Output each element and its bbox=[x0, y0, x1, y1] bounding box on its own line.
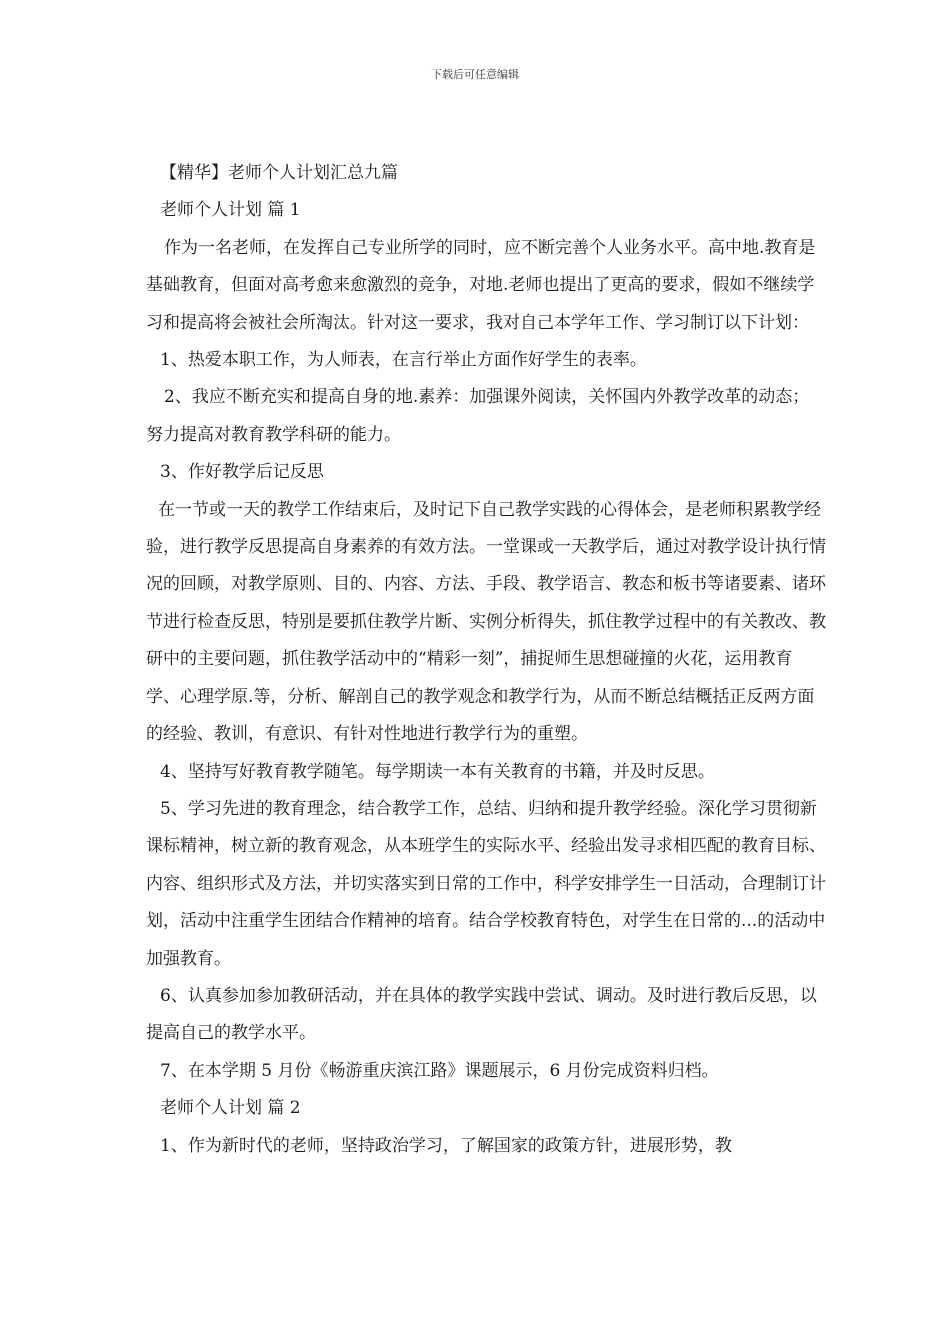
list-item-5: 5、学习先进的教育理念，结合教学工作，总结、归纳和提升教学经验。深化学习贯彻新课标精神，树立新的教育观念，从本班学生的实际水平、经验出发寻求相匹配的教育目标、内容、组织形式及方法，并切实落实到日常的工作中，科学安排学生一日活动，合理制订计划，活动中注重学生团结合作精神的培育。结合学校教育特色，对学生在日常的...的活动中加强教育。 bbox=[146, 798, 826, 969]
document-body bbox=[146, 155, 826, 1165]
header-note: 下载后可任意编辑 bbox=[431, 68, 519, 81]
section2-list-item-1: 1、作为新时代的老师，坚持政治学习，了解国家的政策方针，进展形势，教 bbox=[160, 1135, 732, 1156]
list-item-2: 2、我应不断充实和提高自身的地.素养：加强课外阅读，关怀国内外教学改革的动态；努力提高对教育教学科研的能力。 bbox=[146, 387, 810, 445]
list-item-1: 1、热爱本职工作，为人师表，在言行举止方面作好学生的表率。 bbox=[160, 350, 647, 371]
list-item-4: 4、坚持写好教育教学随笔。每学期读一本有关教育的书籍，并及时反思。 bbox=[160, 761, 715, 782]
section-heading-2: 老师个人计划 篇 2 bbox=[160, 1098, 301, 1119]
document-title: 【精华】老师个人计划汇总九篇 bbox=[160, 163, 398, 183]
paragraph-reflection: 在一节或一天的教学工作结束后，及时记下自己教学实践的心得体会，是老师积累教学经验，进行教学反思提高自身素养的有效方法。一堂课或一天教学后，通过对教学设计执行情况的回顾，对教学原则、目的、内容、方法、手段、教学语言、教态和板书等诸要素、诸环节进行检查反思，特别是要抓住教学片断、实例分析得失，抓住教学过程中的有关教改、教研中的主要问题，抓住教学活动中的“精彩一刻”，捕捉师生思想碰撞的火花，运用教育学、心理学原.等，分析、解剖自己的教学观念和教学行为，从而不断总结概括正反两方面的经验、教训，有意识、有针对性地进行教学行为的重塑。 bbox=[146, 499, 826, 745]
list-item-6: 6、认真参加参加教研活动，并在具体的教学实践中尝试、调动。及时进行教后反思，以提高自己的教学水平。 bbox=[146, 985, 817, 1044]
paragraph-intro: 作为一名老师，在发挥自己专业所学的同时，应不断完善个人业务水平。高中地.教育是基础教育，但面对高考愈来愈激烈的竞争，对地.老师也提出了更高的要求，假如不继续学习和提高将会被社会所淘汰。针对这一要求，我对自己本学年工作、学习制订以下计划： bbox=[146, 237, 816, 333]
list-item-7: 7、在本学期 5 月份《畅游重庆滨江路》课题展示，6 月份完成资料归档。 bbox=[160, 1060, 719, 1081]
section-heading-1: 老师个人计划 篇 1 bbox=[160, 200, 301, 221]
list-item-3: 3、作好教学后记反思 bbox=[160, 462, 324, 483]
